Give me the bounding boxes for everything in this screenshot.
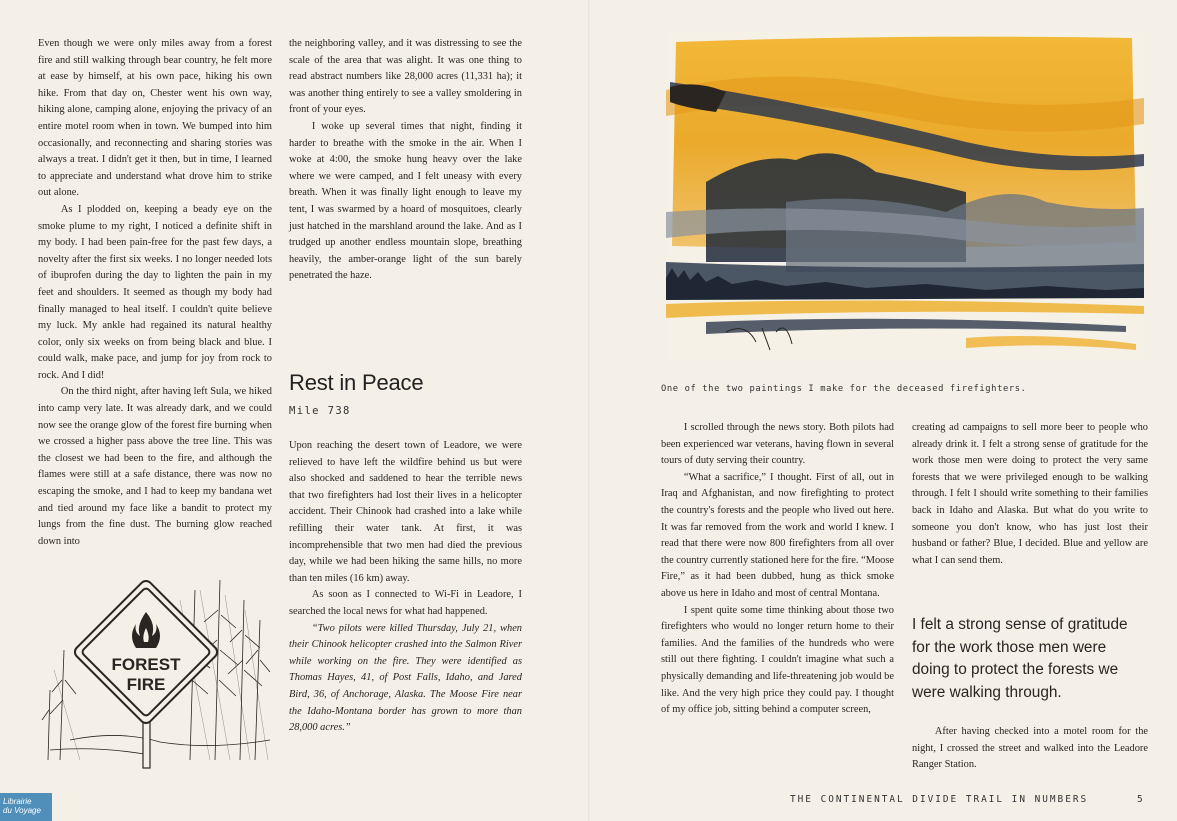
- badge-line-2: du Voyage: [3, 806, 41, 815]
- badge-line-1: Librairie: [3, 797, 32, 806]
- section-title: Rest in Peace: [289, 370, 424, 395]
- watercolor-painting: [666, 32, 1144, 362]
- pull-quote: I felt a strong sense of gratitude for the work those men were doing to protect the forests we were walking through.: [912, 616, 1128, 701]
- paragraph: “What a sacrifice,” I thought. First of all, out in Iraq and Afghanistan, and now firefighting to protect the country's forests and the people who lived out here. It was far removed from the work and world I knew. I read that there were now 800 firefighters from all over the country currently stationed here for the fire. “Moose Fire,” as it had been dubbed, hung as thick smoke above us here in Idaho and most of central Montana.: [661, 471, 894, 599]
- page-gutter: [588, 0, 590, 821]
- paragraph: I spent quite some time thinking about those two firefighters who would no longer return home to their families. And the families of the hundreds who were still out there fighting. I couldn't imagine what such a physically demanding and life-threatening job would be like. And the very high price they could pay. I thought of my office job, sitting behind a computer screen,: [661, 604, 894, 716]
- forest-fire-sign-illustration: [40, 570, 272, 770]
- paragraph: As I plodded on, keeping a beady eye on the smoke plume to my right, I noticed a definite shift in my body. I had been pain-free for the past few days, a novelty after the first six weeks. I no longer needed lots of ibuprofen during the day to lighten the pain in my feet and shoulders. It seemed as though my body had finally managed to heal itself. I couldn't quite believe my luck. My ankle had regained its natural healthy color, only six weeks on from being black and blue. I could walk, make pace, and jump for joy from rock to rock. And I did!: [38, 203, 272, 381]
- right-column-2-continued: [912, 724, 1148, 774]
- right-column-2: [912, 420, 1148, 569]
- paragraph: On the third night, after having left Sula, we hiked into camp very late. It was already dark, and we could now see the orange glow of the forest fire burning when we crossed a higher pass above the tree line. This was the closest we had been to the fire, and although the flames were still at a safe distance, there was now no escaping the smoke, and I had to keep my bandana wet and tied around my face like a bandit to protect my lungs from the fine dust. The burning glow reached down into: [38, 386, 272, 547]
- right-column-1: [661, 420, 894, 719]
- painting-caption: One of the two paintings I make for the deceased firefighters.: [661, 384, 1027, 394]
- watermark-badge: [0, 793, 52, 821]
- sign-text-forest: FOREST: [111, 655, 181, 674]
- paragraph: Even though we were only miles away from a forest fire and still walking through bear country, he felt more at ease by himself, at his own pace, hiking his own hike. From that day on, Chester went his own way, hiking alone, camping alone, enjoying the privacy of an entire motel room when in town. We bumped into him occasionally, and reconnecting and sharing stories was always a treat. I didn't get it then, but in time, I learned to appreciate and understand what drove him to strike out alone.: [38, 38, 272, 199]
- sign-text-fire: FIRE: [126, 675, 166, 694]
- footer-book-title: THE CONTINENTAL DIVIDE TRAIL IN NUMBERS: [790, 794, 1089, 805]
- paragraph: Upon reaching the desert town of Leadore, we were relieved to have left the wildfire behind us but were also shocked and saddened to hear the terrible news that two firefighters had lost their lives in a helicopter accident. Their Chinook had crashed into a lake while refilling their water tank. At first, it was incomprehensible that two men had died the previous day, while we had been hiking the same hills, no more than ten miles (16 km) away.: [289, 440, 522, 584]
- paragraph: the neighboring valley, and it was distressing to see the scale of the area that was alight. It was one thing to read abstract numbers like 28,000 acres (11,331 ha); it was another thing entirely to see a valley smoldering in front of your eyes.: [289, 38, 522, 116]
- page-number: 5: [1137, 794, 1145, 805]
- left-column-2-section: [289, 438, 522, 737]
- left-column-1: [38, 36, 272, 550]
- paragraph: As soon as I connected to Wi-Fi in Leadore, I searched the local news for what had happened.: [289, 589, 522, 617]
- section-subtitle: Mile 738: [289, 405, 351, 417]
- paragraph: After having checked into a motel room for the night, I crossed the street and walked into the Leadore Ranger Station.: [912, 726, 1148, 771]
- paragraph: I scrolled through the news story. Both pilots had been experienced war veterans, having flown in several tours of duty serving their country.: [661, 422, 894, 467]
- news-quote: “Two pilots were killed Thursday, July 21, when their Chinook helicopter crashed into the Salmon River while working on the fire. They were identified as Thomas Hayes, 41, of Post Falls, Idaho, and Jared Bird, 36, of Anchorage, Alaska. The Moose Fire near the Idaho-Montana border has grown to more than 28,000 acres.”: [289, 622, 522, 734]
- left-column-2: [289, 36, 522, 285]
- paragraph: I woke up several times that night, finding it harder to breathe with the smoke in the air. When I woke at 4:00, the smoke hung heavy over the lake where we were camped, and I felt uneasy with every breath. When it was finally light enough to leave my tent, I was swarmed by a hoard of mosquitoes, clearly just hatched in the marshland around the lake. And as I trudged up another endless mountain slope, breathing heavily, the amber-orange light of the sun barely penetrated the haze.: [289, 120, 522, 282]
- paragraph: creating ad campaigns to sell more beer to people who already drink it. I felt a strong sense of gratitude for the work those men were doing to protect the very same forests that we were privileged enough to be walking through. I felt I should write something to their families back in Idaho and Alaska. But what do you write to someone you don't know, who has just lost their husband or father? Blue, I decided. Blue and yellow are what I can send them.: [912, 422, 1148, 566]
